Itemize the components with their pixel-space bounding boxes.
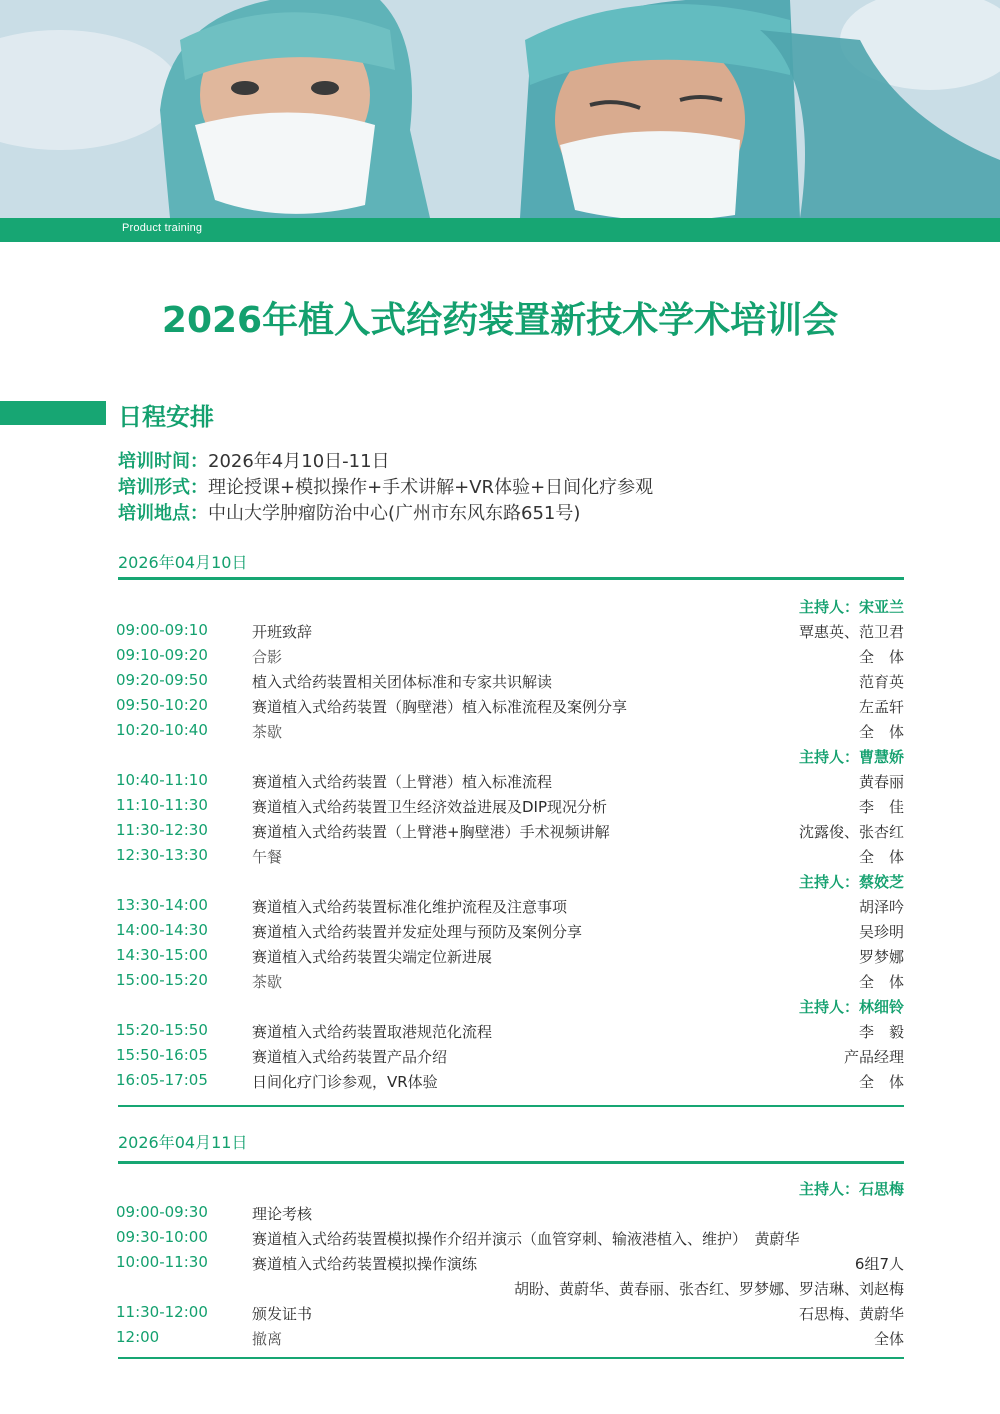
- info-location: [118, 501, 580, 527]
- info-value: 2026年4月10日-11日: [208, 451, 390, 472]
- row-time: 09:30-10:00: [116, 1228, 208, 1246]
- row-person: 胡泽吟: [858, 898, 904, 916]
- info-key: 培训时间：: [118, 451, 208, 472]
- info-format: [118, 475, 653, 501]
- table-row: [116, 1300, 904, 1325]
- day1-bottom-rule: [118, 1105, 904, 1107]
- row-time: 11:30-12:30: [116, 821, 208, 839]
- row-person: 产品经理: [843, 1048, 904, 1066]
- row-time: 11:30-12:00: [116, 1303, 208, 1321]
- row-topic: 赛道植入式给药装置并发症处理与预防及案例分享: [252, 923, 583, 941]
- table-row: [116, 668, 904, 693]
- hero-image: [0, 0, 1000, 218]
- table-row: [116, 643, 904, 668]
- host-label: 主持人：蔡姣芝: [798, 873, 904, 891]
- group-members: 胡盼、黄蔚华、黄春丽、张杏红、罗梦娜、罗洁琳、刘赵梅: [513, 1280, 904, 1298]
- row-time: 11:10-11:30: [116, 796, 208, 814]
- row-topic: 赛道植入式给药装置模拟操作演练: [252, 1255, 478, 1273]
- row-person: 全体: [873, 1330, 904, 1348]
- row-time: 14:00-14:30: [116, 921, 208, 939]
- row-person: 全 体: [858, 973, 904, 991]
- row-person: 黄春丽: [858, 773, 904, 791]
- row-time: 16:05-17:05: [116, 1071, 208, 1089]
- row-person: 全 体: [858, 848, 904, 866]
- day2-date: 2026年04月11日: [118, 1133, 248, 1152]
- table-row: [116, 768, 904, 793]
- row-person: 李 佳: [858, 798, 904, 816]
- table-row: [116, 843, 904, 868]
- row-time: 15:20-15:50: [116, 1021, 208, 1039]
- row-person: 罗梦娜: [858, 948, 904, 966]
- row-topic: 颁发证书: [252, 1305, 313, 1323]
- row-topic: 茶歇: [252, 973, 283, 991]
- row-person: 范育英: [858, 673, 904, 691]
- row-topic: 赛道植入式给药装置模拟操作介绍并演示（血管穿刺、输液港植入、维护） 黄蔚华: [252, 1230, 800, 1248]
- row-time: 10:20-10:40: [116, 721, 208, 739]
- row-topic: 赛道植入式给药装置尖端定位新进展: [252, 948, 493, 966]
- table-row: [116, 1200, 904, 1225]
- row-topic: 赛道植入式给药装置标准化维护流程及注意事项: [252, 898, 568, 916]
- row-time: 13:30-14:00: [116, 896, 208, 914]
- host-label: 主持人：曹慧娇: [798, 748, 904, 766]
- day2-top-rule: [118, 1161, 904, 1164]
- table-row: [116, 618, 904, 643]
- info-key: 培训形式：: [118, 477, 208, 498]
- row-time: 09:00-09:10: [116, 621, 208, 639]
- row-person: 覃惠英、范卫君: [798, 623, 904, 641]
- row-time: 12:00: [116, 1328, 160, 1346]
- surgeons-illustration: [0, 0, 1000, 218]
- info-time: [118, 449, 390, 475]
- row-topic: 赛道植入式给药装置取港规范化流程: [252, 1023, 493, 1041]
- row-topic: 开班致辞: [252, 623, 313, 641]
- row-person: 沈露俊、张杏红: [798, 823, 904, 841]
- row-time: 09:00-09:30: [116, 1203, 208, 1221]
- row-time: 09:20-09:50: [116, 671, 208, 689]
- host-label: 主持人：宋亚兰: [798, 598, 904, 616]
- table-row: [116, 918, 904, 943]
- table-row: [116, 968, 904, 993]
- info-value: 理论授课+模拟操作+手术讲解+VR体验+日间化疗参观: [208, 477, 654, 498]
- row-topic: 茶歇: [252, 723, 283, 741]
- page-title: 2026年植入式给药装置新技术学术培训会: [161, 300, 839, 341]
- table-row: [116, 1325, 904, 1350]
- table-row: [116, 1018, 904, 1043]
- day1-date: 2026年04月10日: [118, 553, 248, 572]
- row-topic: 撤离: [252, 1330, 283, 1348]
- row-topic: 合影: [252, 648, 283, 666]
- row-time: 10:00-11:30: [116, 1253, 208, 1271]
- table-row: [116, 693, 904, 718]
- table-row: [116, 1068, 904, 1093]
- day2-bottom-rule: [118, 1357, 904, 1359]
- row-time: 12:30-13:30: [116, 846, 208, 864]
- section-accent-bar: [0, 401, 106, 425]
- row-topic: 日间化疗门诊参观，VR体验: [252, 1073, 438, 1091]
- row-topic: 赛道植入式给药装置（上臂港+胸壁港）手术视频讲解: [252, 823, 610, 841]
- table-row: [116, 893, 904, 918]
- row-person: 全 体: [858, 648, 904, 666]
- row-topic: 理论考核: [252, 1205, 313, 1223]
- row-time: 10:40-11:10: [116, 771, 208, 789]
- row-topic: 赛道植入式给药装置（上臂港）植入标准流程: [252, 773, 553, 791]
- row-person: 全 体: [858, 723, 904, 741]
- section-title: 日程安排: [118, 403, 214, 431]
- row-topic: 赛道植入式给药装置卫生经济效益进展及DIP现况分析: [252, 798, 608, 816]
- host-label: 主持人：林细铃: [798, 998, 904, 1016]
- band-label: Product training: [122, 222, 203, 234]
- info-value: 中山大学肿瘤防治中心(广州市东风东路651号): [208, 503, 581, 524]
- day1-top-rule: [118, 577, 904, 580]
- info-key: 培训地点：: [118, 503, 208, 524]
- row-time: 15:50-16:05: [116, 1046, 208, 1064]
- table-row: [116, 1043, 904, 1068]
- table-row: [116, 818, 904, 843]
- row-person: 左孟轩: [858, 698, 904, 716]
- header-band: [0, 218, 1000, 242]
- row-topic: 赛道植入式给药装置产品介绍: [252, 1048, 448, 1066]
- row-topic: 赛道植入式给药装置（胸壁港）植入标准流程及案例分享: [252, 698, 628, 716]
- table-row: [116, 1225, 904, 1250]
- row-time: 09:10-09:20: [116, 646, 208, 664]
- row-person: 吴珍明: [858, 923, 904, 941]
- row-time: 15:00-15:20: [116, 971, 208, 989]
- row-person: 石思梅、黄蔚华: [798, 1305, 904, 1323]
- table-row: [116, 793, 904, 818]
- row-topic: 午餐: [252, 848, 283, 866]
- row-time: 14:30-15:00: [116, 946, 208, 964]
- row-person: 李 毅: [858, 1023, 904, 1041]
- table-row: [116, 1250, 904, 1275]
- row-time: 09:50-10:20: [116, 696, 208, 714]
- row-person: 6组7人: [854, 1255, 904, 1273]
- host-label: 主持人：石思梅: [798, 1180, 904, 1198]
- row-topic: 植入式给药装置相关团体标准和专家共识解读: [252, 673, 553, 691]
- table-row: [116, 718, 904, 743]
- row-person: 全 体: [858, 1073, 904, 1091]
- table-row: [116, 943, 904, 968]
